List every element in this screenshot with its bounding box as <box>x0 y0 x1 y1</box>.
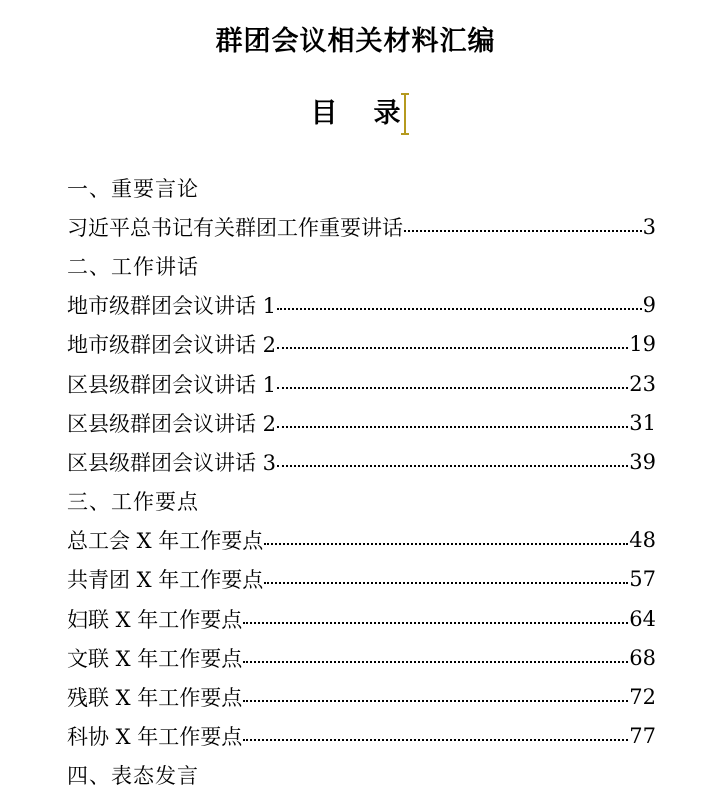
toc-page-number: 39 <box>629 449 656 474</box>
toc-leader-dots <box>243 700 628 702</box>
toc-entry[interactable] <box>67 207 656 246</box>
toc-entry[interactable] <box>67 325 656 364</box>
toc-entry-label: 区县级群团会议讲话 2 <box>67 411 277 436</box>
toc-entry-label: 总工会 X 年工作要点 <box>67 529 264 554</box>
toc-heading-right: 录 <box>373 98 401 129</box>
toc-leader-dots <box>243 622 628 624</box>
toc-entry-label: 地市级群团会议讲话 2 <box>67 333 277 358</box>
toc-leader-dots <box>404 230 642 232</box>
toc-section-heading: 三、工作要点 <box>67 490 199 515</box>
toc-entry[interactable] <box>67 638 656 677</box>
toc-section-heading: 一、重要言论 <box>67 176 199 201</box>
toc-page-number: 64 <box>629 606 656 631</box>
toc-leader-dots <box>277 465 628 467</box>
toc-page-number: 19 <box>629 332 656 357</box>
toc-page-number: 57 <box>629 567 656 592</box>
toc-entry[interactable] <box>67 403 656 442</box>
toc-page-number: 9 <box>642 293 656 318</box>
toc-page-number: 3 <box>642 214 656 239</box>
table-of-contents <box>67 168 656 795</box>
toc-entry[interactable] <box>67 560 656 599</box>
text-cursor <box>401 93 408 135</box>
toc-entry-label: 共青团 X 年工作要点 <box>67 568 264 593</box>
toc-entry[interactable] <box>67 717 656 756</box>
toc-entry[interactable] <box>67 677 656 716</box>
toc-entry-label: 文联 X 年工作要点 <box>67 646 243 671</box>
toc-entry[interactable] <box>67 442 656 481</box>
toc-entry[interactable] <box>67 599 656 638</box>
toc-entry-label: 地市级群团会议讲话 1 <box>67 294 277 319</box>
toc-entry-label: 妇联 X 年工作要点 <box>67 607 243 632</box>
toc-section-heading: 四、表态发言 <box>67 764 199 789</box>
toc-leader-dots <box>277 387 628 389</box>
document-title: 群团会议相关材料汇编 <box>215 26 496 57</box>
toc-page-number: 23 <box>629 371 656 396</box>
toc-entry-label: 科协 X 年工作要点 <box>67 725 243 750</box>
toc-leader-dots <box>277 426 628 428</box>
toc-entry[interactable] <box>67 521 656 560</box>
toc-entry-label: 习近平总书记有关群团工作重要讲话 <box>67 215 403 240</box>
toc-leader-dots <box>264 582 628 584</box>
toc-heading-left: 目 <box>310 98 338 129</box>
toc-entry[interactable] <box>67 286 656 325</box>
toc-leader-dots <box>243 661 628 663</box>
toc-page-number: 77 <box>629 724 656 749</box>
toc-entry-label: 区县级群团会议讲话 1 <box>67 372 277 397</box>
toc-entry-label: 区县级群团会议讲话 3 <box>67 450 277 475</box>
toc-entry[interactable] <box>67 364 656 403</box>
toc-heading <box>0 94 711 134</box>
toc-leader-dots <box>243 739 628 741</box>
toc-leader-dots <box>277 347 628 349</box>
toc-page-number: 68 <box>629 645 656 670</box>
toc-page-number: 72 <box>629 685 656 710</box>
toc-section-heading: 二、工作讲话 <box>67 254 199 279</box>
toc-page-number: 31 <box>629 410 656 435</box>
toc-entry-label: 残联 X 年工作要点 <box>67 686 243 711</box>
toc-page-number: 48 <box>629 528 656 553</box>
toc-leader-dots <box>277 308 642 310</box>
toc-leader-dots <box>264 543 628 545</box>
